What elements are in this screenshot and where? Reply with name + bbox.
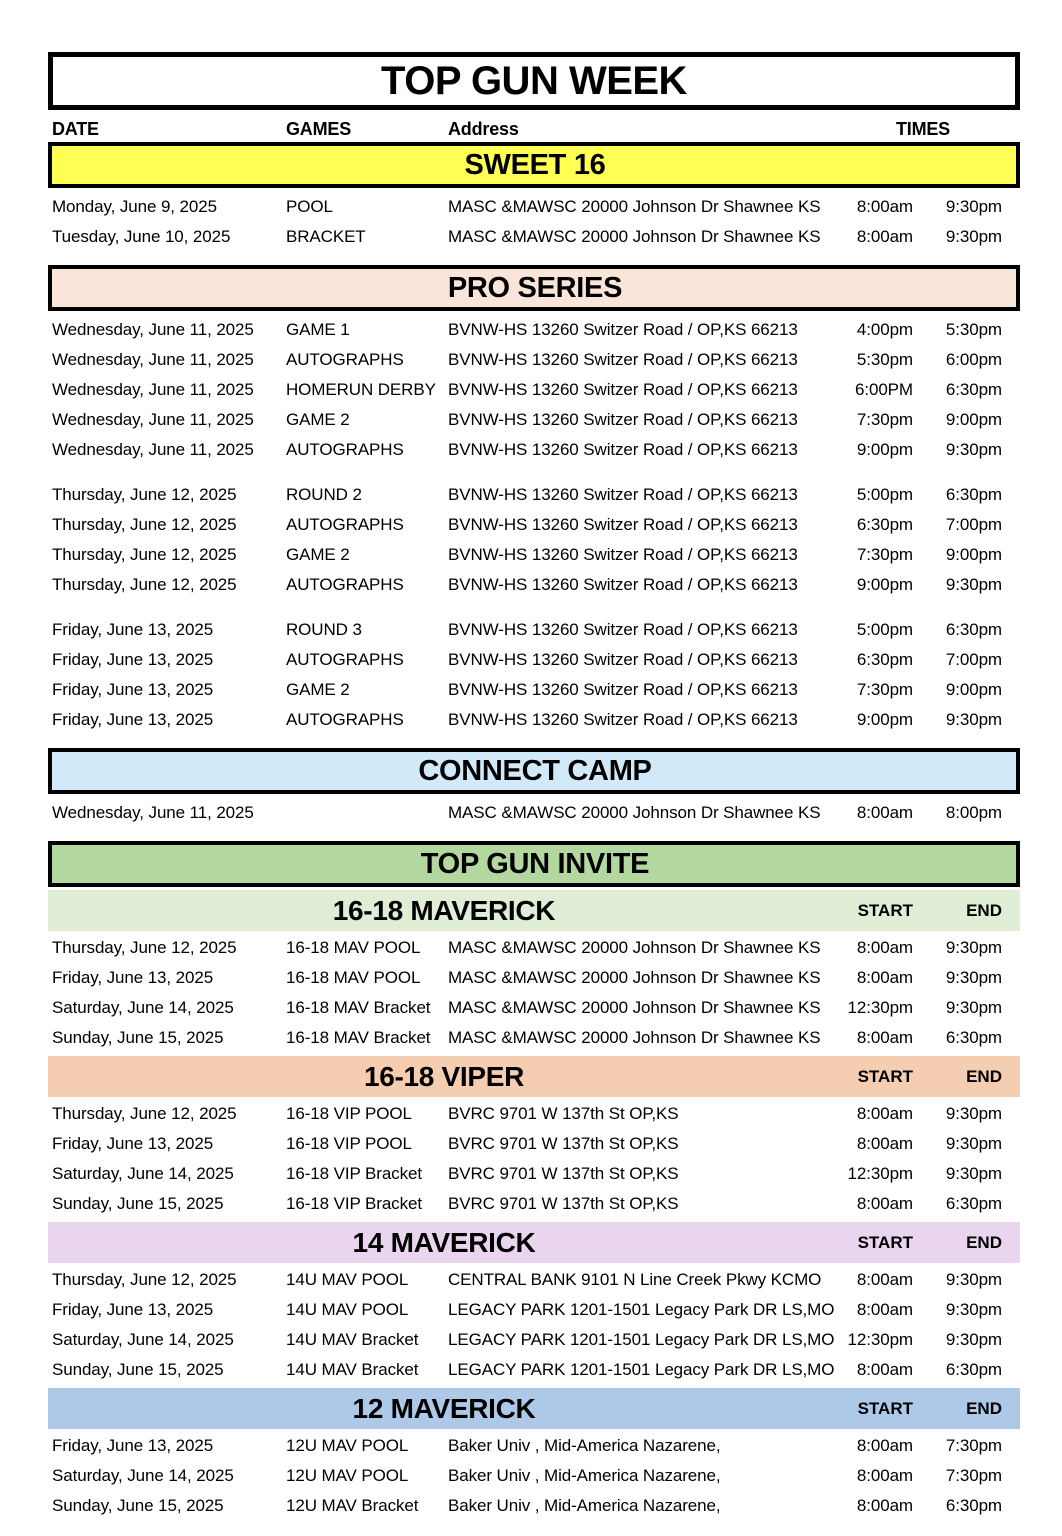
date-cell: Sunday, June 15, 2025	[52, 1496, 224, 1515]
game-cell: 16-18 VIP POOL	[286, 1104, 412, 1123]
section-title: 14 MAVERICK	[352, 1226, 536, 1258]
schedule-row	[48, 540, 1020, 570]
schedule-row	[48, 1355, 1020, 1385]
address-cell: BVRC 9701 W 137th St OP,KS	[448, 1134, 679, 1153]
start-column-label: START	[857, 900, 913, 920]
schedule-row	[48, 1129, 1020, 1159]
schedule-sections	[48, 142, 1020, 1521]
game-cell: ROUND 2	[286, 485, 362, 504]
game-cell: AUTOGRAPHS	[286, 650, 404, 669]
game-cell: ROUND 3	[286, 620, 362, 639]
section-pro-series	[48, 265, 1020, 735]
schedule-row	[48, 375, 1020, 405]
game-cell: 16-18 MAV Bracket	[286, 998, 431, 1017]
start-time-cell: 8:00am	[856, 1436, 913, 1455]
section-title: CONNECT CAMP	[418, 754, 652, 787]
start-column-label: START	[857, 1066, 913, 1086]
date-cell: Wednesday, June 11, 2025	[52, 410, 254, 429]
start-time-cell: 8:00am	[856, 1466, 913, 1485]
start-column-label: START	[857, 1232, 913, 1252]
address-cell: LEGACY PARK 1201-1501 Legacy Park DR LS,MO	[448, 1300, 835, 1319]
date-cell: Monday, June 9, 2025	[52, 197, 217, 216]
address-cell: BVNW-HS 13260 Switzer Road / OP,KS 66213	[448, 620, 798, 639]
date-cell: Saturday, June 14, 2025	[52, 1466, 234, 1485]
start-time-cell: 8:00am	[856, 1360, 913, 1379]
end-time-cell: 9:30pm	[945, 938, 1002, 957]
start-time-cell: 7:30pm	[856, 545, 913, 564]
game-cell: 16-18 VIP Bracket	[286, 1194, 422, 1213]
schedule-row	[48, 1461, 1020, 1491]
section-banner-12-maverick	[48, 1388, 1020, 1429]
end-time-cell: 6:30pm	[945, 1194, 1002, 1213]
schedule-row	[48, 510, 1020, 540]
address-cell: Baker Univ , Mid-America Nazarene,	[448, 1496, 721, 1515]
section-title: SWEET 16	[464, 148, 606, 181]
address-cell: BVNW-HS 13260 Switzer Road / OP,KS 66213	[448, 410, 798, 429]
end-time-cell: 9:30pm	[945, 1270, 1002, 1289]
date-cell: Saturday, June 14, 2025	[52, 1330, 234, 1349]
end-time-cell: 8:00pm	[945, 803, 1002, 822]
end-time-cell: 9:30pm	[945, 998, 1002, 1017]
end-time-cell: 6:30pm	[945, 1028, 1002, 1047]
start-time-cell: 8:00am	[856, 227, 913, 246]
schedule-row	[48, 570, 1020, 600]
end-column-label: END	[966, 1398, 1002, 1418]
section-title: 12 MAVERICK	[352, 1392, 536, 1424]
end-time-cell: 6:30pm	[945, 1360, 1002, 1379]
address-cell: BVNW-HS 13260 Switzer Road / OP,KS 66213	[448, 680, 798, 699]
game-cell: 12U MAV POOL	[286, 1436, 409, 1455]
date-cell: Tuesday, June 10, 2025	[52, 227, 231, 246]
start-time-cell: 8:00am	[856, 803, 913, 822]
end-time-cell: 6:30pm	[945, 1496, 1002, 1515]
end-time-cell: 6:30pm	[945, 380, 1002, 399]
end-time-cell: 9:30pm	[945, 440, 1002, 459]
end-time-cell: 7:00pm	[945, 515, 1002, 534]
start-time-cell: 8:00am	[856, 1028, 913, 1047]
column-header-date: DATE	[52, 118, 99, 139]
address-cell: LEGACY PARK 1201-1501 Legacy Park DR LS,MO	[448, 1330, 835, 1349]
section-banner-sweet-16	[48, 142, 1020, 188]
start-time-cell: 4:00pm	[856, 320, 913, 339]
schedule-row	[48, 1023, 1020, 1053]
start-time-cell: 12:30pm	[847, 1164, 913, 1183]
schedule-row	[48, 705, 1020, 735]
game-cell: POOL	[286, 197, 333, 216]
date-cell: Thursday, June 12, 2025	[52, 1104, 237, 1123]
schedule-row	[48, 798, 1020, 828]
start-time-cell: 6:00PM	[855, 380, 913, 399]
section-banner-14-maverick	[48, 1222, 1020, 1263]
address-cell: BVNW-HS 13260 Switzer Road / OP,KS 66213	[448, 650, 798, 669]
end-time-cell: 7:30pm	[945, 1436, 1002, 1455]
end-column-label: END	[966, 1232, 1002, 1252]
section-16-18-viper	[48, 1056, 1020, 1219]
game-cell: 14U MAV POOL	[286, 1270, 409, 1289]
schedule-row	[48, 963, 1020, 993]
schedule-row	[48, 1325, 1020, 1355]
address-cell: CENTRAL BANK 9101 N Line Creek Pkwy KCMO	[448, 1270, 822, 1289]
address-cell: LEGACY PARK 1201-1501 Legacy Park DR LS,MO	[448, 1360, 835, 1379]
date-cell: Wednesday, June 11, 2025	[52, 380, 254, 399]
date-cell: Thursday, June 12, 2025	[52, 485, 237, 504]
start-time-cell: 6:30pm	[856, 515, 913, 534]
date-cell: Friday, June 13, 2025	[52, 1134, 214, 1153]
schedule-row	[48, 1265, 1020, 1295]
schedule-row	[48, 645, 1020, 675]
end-time-cell: 9:30pm	[945, 1164, 1002, 1183]
game-cell: AUTOGRAPHS	[286, 515, 404, 534]
date-cell: Saturday, June 14, 2025	[52, 998, 234, 1017]
address-cell: BVNW-HS 13260 Switzer Road / OP,KS 66213	[448, 545, 798, 564]
document-title-box	[48, 52, 1020, 110]
section-banner-top-gun-invite	[48, 841, 1020, 887]
start-time-cell: 7:30pm	[856, 410, 913, 429]
start-time-cell: 8:00am	[856, 1496, 913, 1515]
schedule-row	[48, 222, 1020, 252]
end-column-label: END	[966, 1066, 1002, 1086]
column-header-games: GAMES	[286, 118, 352, 139]
date-cell: Wednesday, June 11, 2025	[52, 350, 254, 369]
end-time-cell: 9:30pm	[945, 1104, 1002, 1123]
date-cell: Sunday, June 15, 2025	[52, 1194, 224, 1213]
schedule-row	[48, 435, 1020, 465]
game-cell: 14U MAV Bracket	[286, 1330, 419, 1349]
schedule-row	[48, 192, 1020, 222]
end-time-cell: 9:30pm	[945, 227, 1002, 246]
row-group-gap	[48, 465, 1020, 480]
address-cell: BVNW-HS 13260 Switzer Road / OP,KS 66213	[448, 380, 798, 399]
address-cell: Baker Univ , Mid-America Nazarene,	[448, 1436, 721, 1455]
start-time-cell: 9:00pm	[856, 575, 913, 594]
section-title: 16-18 MAVERICK	[332, 894, 556, 926]
start-time-cell: 6:30pm	[856, 650, 913, 669]
section-banner-16-18-maverick	[48, 890, 1020, 931]
address-cell: BVNW-HS 13260 Switzer Road / OP,KS 66213	[448, 575, 798, 594]
start-time-cell: 12:30pm	[847, 1330, 913, 1349]
end-time-cell: 5:30pm	[945, 320, 1002, 339]
game-cell: 12U MAV POOL	[286, 1466, 409, 1485]
start-time-cell: 9:00pm	[856, 710, 913, 729]
section-16-18-maverick	[48, 890, 1020, 1053]
end-time-cell: 9:30pm	[945, 1330, 1002, 1349]
game-cell: BRACKET	[286, 227, 366, 246]
schedule-row	[48, 405, 1020, 435]
game-cell: GAME 1	[286, 320, 350, 339]
end-time-cell: 6:00pm	[945, 350, 1002, 369]
end-time-cell: 9:30pm	[945, 1134, 1002, 1153]
end-column-label: END	[966, 900, 1002, 920]
address-cell: MASC &MAWSC 20000 Johnson Dr Shawnee KS	[448, 227, 821, 246]
schedule-row	[48, 933, 1020, 963]
start-time-cell: 12:30pm	[847, 998, 913, 1017]
game-cell: 16-18 MAV POOL	[286, 968, 421, 987]
game-cell: 14U MAV POOL	[286, 1300, 409, 1319]
page-title: TOP GUN WEEK	[381, 58, 687, 103]
end-time-cell: 9:00pm	[945, 545, 1002, 564]
address-cell: Baker Univ , Mid-America Nazarene,	[448, 1466, 721, 1485]
column-header-times: TIMES	[895, 118, 950, 139]
address-cell: BVRC 9701 W 137th St OP,KS	[448, 1194, 679, 1213]
section-connect-camp	[48, 748, 1020, 828]
date-cell: Friday, June 13, 2025	[52, 968, 214, 987]
end-time-cell: 9:00pm	[945, 410, 1002, 429]
game-cell: 16-18 MAV Bracket	[286, 1028, 431, 1047]
start-column-label: START	[857, 1398, 913, 1418]
date-cell: Thursday, June 12, 2025	[52, 515, 237, 534]
date-cell: Thursday, June 12, 2025	[52, 938, 237, 957]
address-cell: BVNW-HS 13260 Switzer Road / OP,KS 66213	[448, 320, 798, 339]
game-cell: 14U MAV Bracket	[286, 1360, 419, 1379]
date-cell: Sunday, June 15, 2025	[52, 1028, 224, 1047]
address-cell: BVRC 9701 W 137th St OP,KS	[448, 1104, 679, 1123]
date-cell: Sunday, June 15, 2025	[52, 1360, 224, 1379]
game-cell: AUTOGRAPHS	[286, 710, 404, 729]
schedule-row	[48, 615, 1020, 645]
date-cell: Wednesday, June 11, 2025	[52, 320, 254, 339]
game-cell: AUTOGRAPHS	[286, 350, 404, 369]
start-time-cell: 8:00am	[856, 1270, 913, 1289]
end-time-cell: 9:30pm	[945, 968, 1002, 987]
date-cell: Thursday, June 12, 2025	[52, 1270, 237, 1289]
column-header-row	[48, 116, 1020, 142]
game-cell: AUTOGRAPHS	[286, 440, 404, 459]
game-cell: GAME 2	[286, 410, 350, 429]
game-cell: AUTOGRAPHS	[286, 575, 404, 594]
address-cell: BVNW-HS 13260 Switzer Road / OP,KS 66213	[448, 485, 798, 504]
end-time-cell: 9:00pm	[945, 680, 1002, 699]
start-time-cell: 8:00am	[856, 1194, 913, 1213]
start-time-cell: 8:00am	[856, 968, 913, 987]
address-cell: BVRC 9701 W 137th St OP,KS	[448, 1164, 679, 1183]
section-title: 16-18 VIPER	[363, 1060, 525, 1092]
start-time-cell: 5:30pm	[856, 350, 913, 369]
end-time-cell: 9:30pm	[945, 197, 1002, 216]
address-cell: MASC &MAWSC 20000 Johnson Dr Shawnee KS	[448, 938, 821, 957]
section-banner-pro-series	[48, 265, 1020, 311]
section-14-maverick	[48, 1222, 1020, 1385]
date-cell: Saturday, June 14, 2025	[52, 1164, 234, 1183]
date-cell: Friday, June 13, 2025	[52, 620, 214, 639]
schedule-row	[48, 1189, 1020, 1219]
end-time-cell: 7:30pm	[945, 1466, 1002, 1485]
date-cell: Friday, June 13, 2025	[52, 710, 214, 729]
start-time-cell: 8:00am	[856, 1134, 913, 1153]
address-cell: MASC &MAWSC 20000 Johnson Dr Shawnee KS	[448, 968, 821, 987]
schedule-row	[48, 1491, 1020, 1521]
column-header-address: Address	[448, 118, 519, 139]
date-cell: Friday, June 13, 2025	[52, 1436, 214, 1455]
start-time-cell: 8:00am	[856, 1104, 913, 1123]
game-cell: 16-18 VIP POOL	[286, 1134, 412, 1153]
schedule-row	[48, 1099, 1020, 1129]
address-cell: MASC &MAWSC 20000 Johnson Dr Shawnee KS	[448, 197, 821, 216]
schedule-row	[48, 1159, 1020, 1189]
start-time-cell: 9:00pm	[856, 440, 913, 459]
address-cell: BVNW-HS 13260 Switzer Road / OP,KS 66213	[448, 350, 798, 369]
address-cell: BVNW-HS 13260 Switzer Road / OP,KS 66213	[448, 515, 798, 534]
row-group-gap	[48, 600, 1020, 615]
address-cell: BVNW-HS 13260 Switzer Road / OP,KS 66213	[448, 710, 798, 729]
date-cell: Wednesday, June 11, 2025	[52, 440, 254, 459]
game-cell: 16-18 MAV POOL	[286, 938, 421, 957]
date-cell: Friday, June 13, 2025	[52, 650, 214, 669]
game-cell: HOMERUN DERBY	[286, 380, 436, 399]
address-cell: MASC &MAWSC 20000 Johnson Dr Shawnee KS	[448, 1028, 821, 1047]
address-cell: MASC &MAWSC 20000 Johnson Dr Shawnee KS	[448, 803, 821, 822]
start-time-cell: 7:30pm	[856, 680, 913, 699]
schedule-row	[48, 1295, 1020, 1325]
date-cell: Friday, June 13, 2025	[52, 1300, 214, 1319]
end-time-cell: 9:30pm	[945, 575, 1002, 594]
section-sweet-16	[48, 142, 1020, 252]
date-cell: Wednesday, June 11, 2025	[52, 803, 254, 822]
section-title: PRO SERIES	[447, 271, 623, 304]
start-time-cell: 8:00am	[856, 938, 913, 957]
game-cell: GAME 2	[286, 545, 350, 564]
schedule-row	[48, 993, 1020, 1023]
end-time-cell: 6:30pm	[945, 485, 1002, 504]
address-cell: BVNW-HS 13260 Switzer Road / OP,KS 66213	[448, 440, 798, 459]
start-time-cell: 5:00pm	[856, 485, 913, 504]
start-time-cell: 8:00am	[856, 197, 913, 216]
section-banner-16-18-viper	[48, 1056, 1020, 1097]
date-cell: Thursday, June 12, 2025	[52, 575, 237, 594]
end-time-cell: 6:30pm	[945, 620, 1002, 639]
schedule-row	[48, 675, 1020, 705]
schedule-row	[48, 315, 1020, 345]
section-12-maverick	[48, 1388, 1020, 1521]
start-time-cell: 8:00am	[856, 1300, 913, 1319]
schedule-row	[48, 1431, 1020, 1461]
end-time-cell: 7:00pm	[945, 650, 1002, 669]
section-title: TOP GUN INVITE	[420, 847, 650, 880]
section-banner-connect-camp	[48, 748, 1020, 794]
schedule-row	[48, 345, 1020, 375]
game-cell: 16-18 VIP Bracket	[286, 1164, 422, 1183]
section-top-gun-invite	[48, 841, 1020, 887]
address-cell: MASC &MAWSC 20000 Johnson Dr Shawnee KS	[448, 998, 821, 1017]
date-cell: Thursday, June 12, 2025	[52, 545, 237, 564]
game-cell: GAME 2	[286, 680, 350, 699]
schedule-row	[48, 480, 1020, 510]
game-cell: 12U MAV Bracket	[286, 1496, 419, 1515]
start-time-cell: 5:00pm	[856, 620, 913, 639]
end-time-cell: 9:30pm	[945, 1300, 1002, 1319]
end-time-cell: 9:30pm	[945, 710, 1002, 729]
date-cell: Friday, June 13, 2025	[52, 680, 214, 699]
